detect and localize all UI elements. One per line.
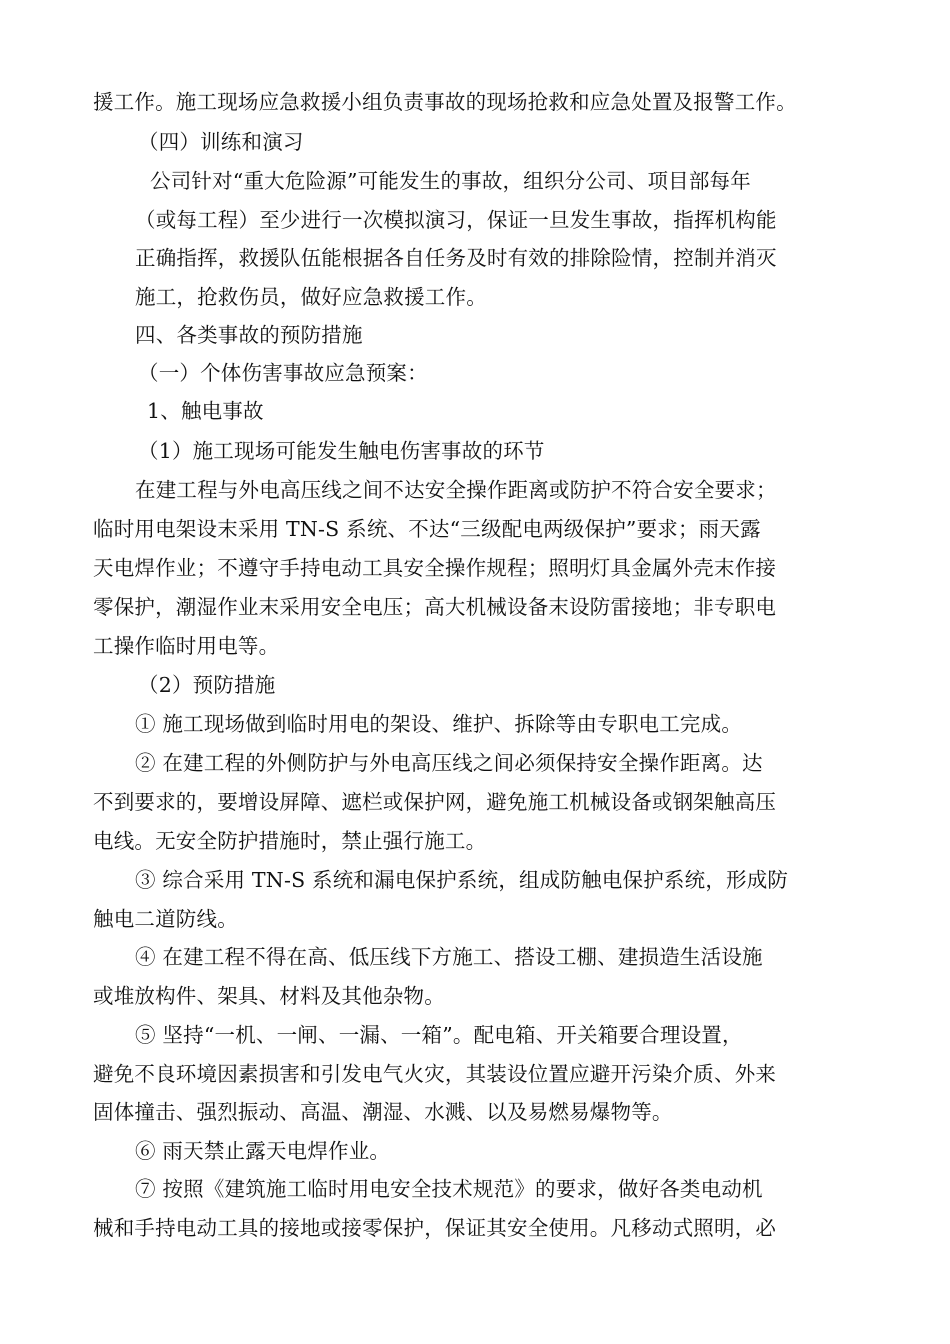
section-heading: （四）训练和演习 — [138, 130, 304, 154]
text-line: 天电焊作业；不遵守手持电动工具安全操作规程；照明灯具金属外壳末作接 — [93, 556, 777, 580]
text-line: 触电二道防线。 — [93, 907, 238, 931]
section-heading: （一）个体伤害事故应急预案： — [138, 361, 428, 385]
text-line: ③ 综合采用 TN-S 系统和漏电保护系统，组成防触电保护系统，形成防 — [135, 868, 789, 892]
text-line: 固体撞击、强烈振动、高温、潮湿、水溅、以及易燃易爆物等。 — [93, 1100, 673, 1124]
text-line: 施工，抢救伤员，做好应急救援工作。 — [135, 285, 487, 309]
text-line: 或堆放构件、架具、材料及其他杂物。 — [93, 984, 445, 1008]
text-line: （或每工程）至少进行一次模拟演习，保证一旦发生事故，指挥机构能 — [135, 208, 777, 232]
text-line: ⑥ 雨天禁止露天电焊作业。 — [135, 1139, 391, 1163]
text-line: 工操作临时用电等。 — [93, 634, 280, 658]
text-line: 临时用电架设末采用 TN-S 系统、不达“三级配电两级保护”要求；雨天露 — [93, 517, 761, 541]
text-line: ④ 在建工程不得在高、低压线下方施工、搭设工棚、建损造生活设施 — [135, 945, 763, 969]
section-heading: （1）施工现场可能发生触电伤害事故的环节 — [138, 439, 545, 463]
text-line: 避免不良环境因素损害和引发电气火灾，其装设位置应避开污染介质、外来 — [93, 1062, 777, 1086]
text-line: ⑤ 坚持“一机、一闸、一漏、一箱”。配电箱、开关箱要合理设置， — [135, 1023, 743, 1047]
text-line: ② 在建工程的外侧防护与外电高压线之间必须保持安全操作距离。达 — [135, 751, 763, 775]
text-line: 援工作。施工现场应急救援小组负责事故的现场抢救和应急处置及报警工作。 — [93, 90, 797, 114]
text-line: ⑦ 按照《建筑施工临时用电安全技术规范》的要求，做好各类电动机 — [135, 1177, 763, 1201]
section-heading: （2）预防措施 — [138, 673, 276, 697]
text-line: 不到要求的，要增设屏障、遮栏或保护网，避免施工机械设备或钢架触高压 — [93, 790, 777, 814]
text-line: 械和手持电动工具的接地或接零保护，保证其安全使用。凡移动式照明，必 — [93, 1216, 777, 1240]
text-line: 公司针对“重大危险源”可能发生的事故，组织分公司、项目部每年 — [150, 169, 751, 193]
text-line: 零保护，潮湿作业末采用安全电压；高大机械设备末设防雷接地；非专职电 — [93, 595, 777, 619]
text-line: 正确指挥，救援队伍能根据各自任务及时有效的排除险情，控制并消灭 — [135, 246, 777, 270]
text-line: 在建工程与外电高压线之间不达安全操作距离或防护不符合安全要求； — [135, 478, 777, 502]
section-heading: 1、触电事故 — [147, 399, 264, 423]
text-line: ① 施工现场做到临时用电的架设、维护、拆除等由专职电工完成。 — [135, 712, 743, 736]
text-line: 电线。无安全防护措施时，禁止强行施工。 — [93, 829, 487, 853]
section-heading: 四、各类事故的预防措施 — [135, 323, 363, 347]
